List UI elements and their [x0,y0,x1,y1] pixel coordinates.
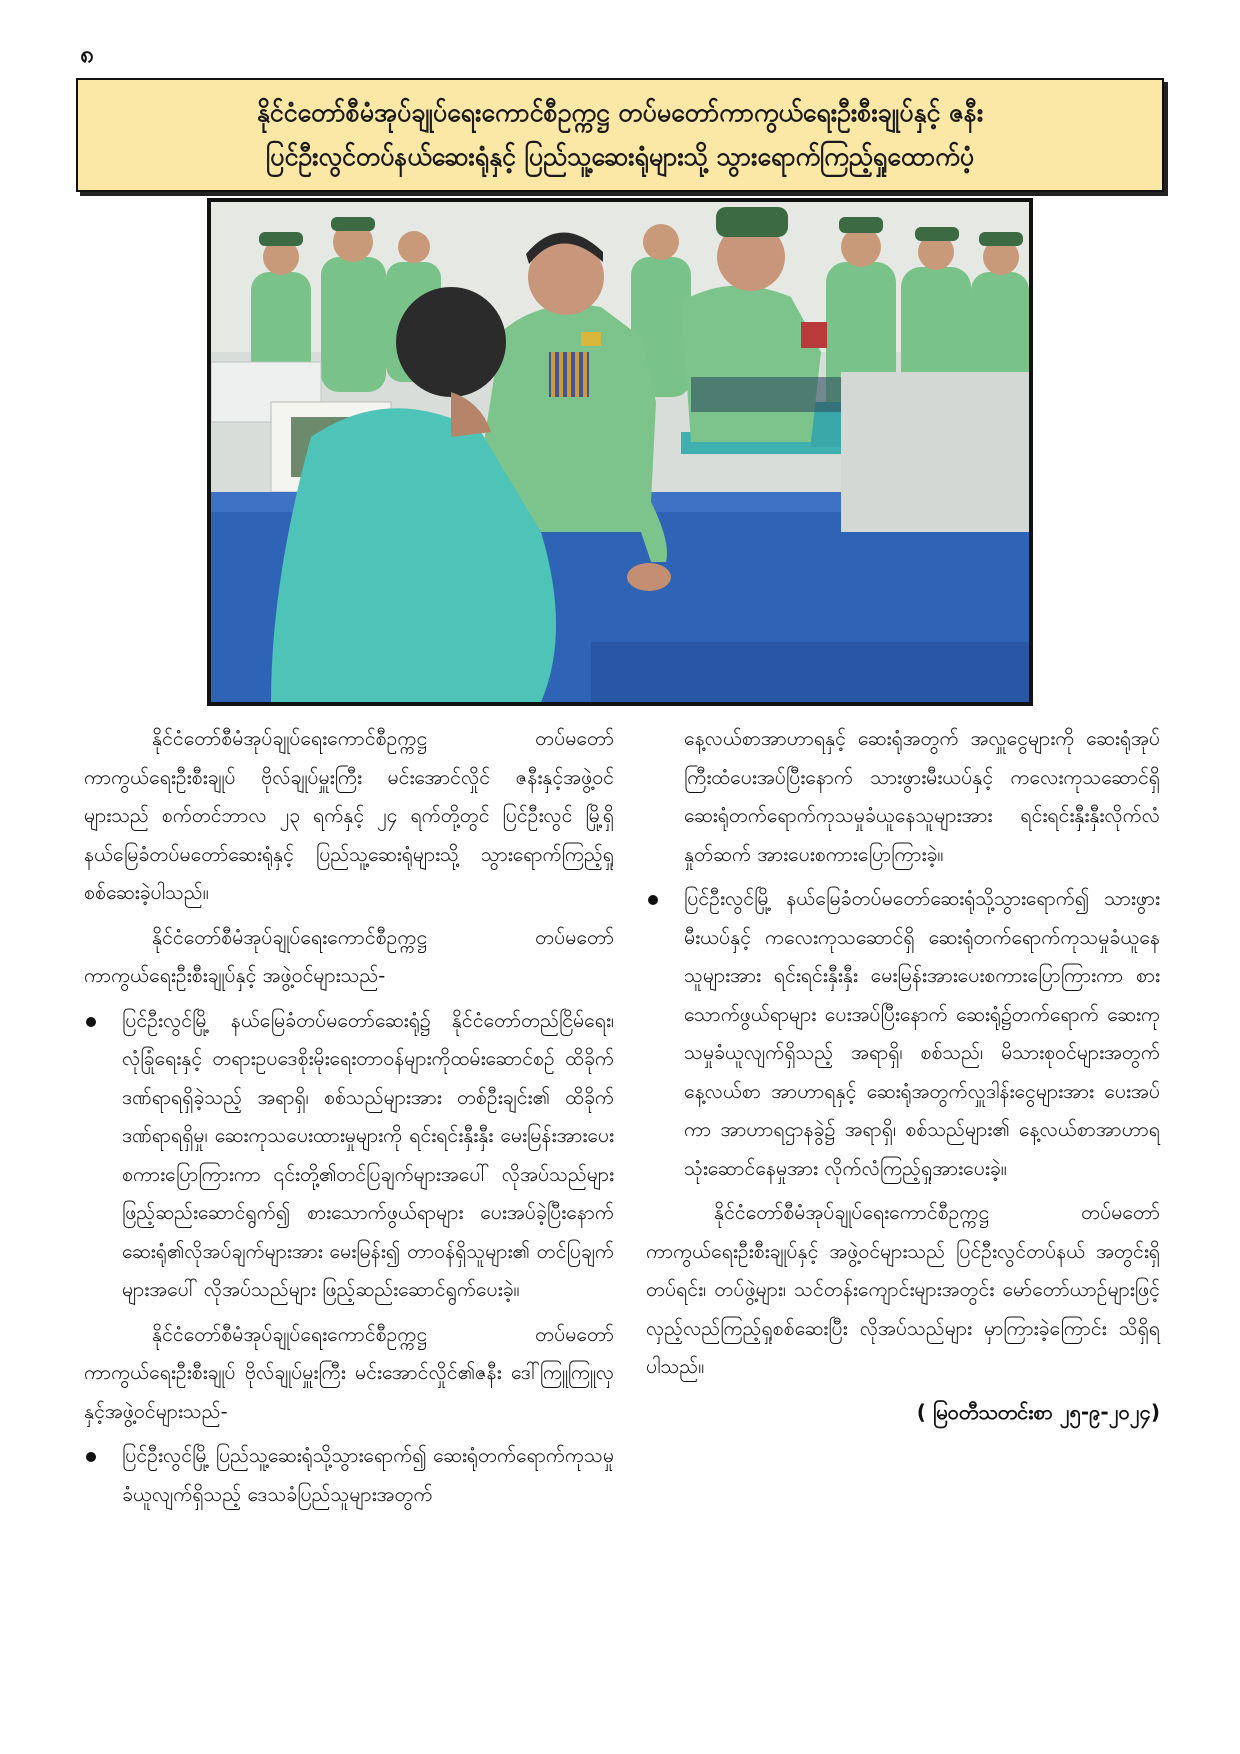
bullet-icon [86,1452,96,1462]
photo-officials-visiting-patient-icon [211,202,1029,702]
bullet-military-hospital [84,1002,614,1310]
bullet-icon [86,1017,96,1027]
headline-line-2: ပြင်ဦးလွင်တပ်နယ်ဆေးရုံနှင့် ပြည်သူ့ဆေးရုံများသို့ သွားရောက်ကြည့်ရှုထောက်ပံ့ [265,142,974,171]
headline-box [76,78,1164,192]
source-citation: ( မြဝတီသတင်းစာ ၂၅-၉-၂၀၂၄) [916,1399,1160,1424]
paragraph-intro: နိုင်ငံတော်စီမံအုပ်ချုပ်ရေးကောင်စီဥက္ကဋ္ဌ တပ်မတော်ကာကွယ်ရေးဦးစီးချုပ် ဗိုလ်ချုပ်မှူးကြီး မင်းအောင်လှိုင် ဇနီးနှင့်အဖွဲ့ဝင်များသည် စက်တင်ဘာလ ၂၃ ရက်နှင့် ၂၄ ရက်တို့တွင် ပြင်ဦးလွင် မြို့ရှိ နယ်မြေခံတပ်မတော်ဆေးရုံနှင့် ပြည်သူ့ဆေးရုံများသို့ သွားရောက်ကြည့်ရှုစစ်ဆေးခဲ့ပါသည်။ [84,727,614,904]
right-column [646,720,1160,1431]
bullet-icon [648,895,658,905]
paragraph-closing: နိုင်ငံတော်စီမံအုပ်ချုပ်ရေးကောင်စီဥက္ကဋ္ဌ တပ်မတော်ကာကွယ်ရေးဦးစီးချုပ်နှင့် အဖွဲ့ဝင်များသည် ပြင်ဦးလွင်တပ်နယ် အတွင်းရှိ တပ်ရင်း၊ တပ်ဖွဲ့များ၊ သင်တန်းကျောင်းများအတွင်း မော်တော်ယာဉ်များဖြင့် လှည့်လည်ကြည့်ရှုစစ်ဆေးပြီး လိုအပ်သည်များ မှာကြားခဲ့ကြောင်း သိရှိရပါသည်။ [646,1201,1160,1378]
bullet-maternity-ward [646,880,1160,1188]
paragraph-delegation: နိုင်ငံတော်စီမံအုပ်ချုပ်ရေးကောင်စီဥက္ကဋ္ဌ တပ်မတော်ကာကွယ်ရေးဦးစီးချုပ်နှင့် အဖွဲ့ဝင်များသည်- [84,925,614,987]
bullet-text: ပြင်ဦးလွင်မြို့ နယ်မြေခံတပ်မတော်ဆေးရုံသို့သွားရောက်၍ သားဖွားမီးယပ်နှင့် ကလေးကုသဆောင်ရှိ ဆေးရုံတက်ရောက်ကုသမှုခံယူနေသူများအား ရင်းရင်းနှီးနှီး မေးမြန်းအားပေးစကားပြောကြားကာ စားသောက်ဖွယ်ရာများ ပေးအပ်ပြီးနောက် ဆေးရုံ၌တက်ရောက် ဆေးကုသမှုခံယူလျက်ရှိသည့် အရာရှိ၊ စစ်သည်၊ မိသားစုဝင်များအတွက် နေ့လယ်စာ အာဟာရနှင့် ဆေးရုံအတွက်လှူဒါန်းငွေများအား ပေးအပ်ကာ အာဟာရဌာနခွဲ၌ အရာရှိ၊ စစ်သည်များ၏ နေ့လယ်စာအာဟာရသုံးဆောင်နေမှုအား လိုက်လံကြည့်ရှုအားပေးခဲ့။ [684,887,1160,1180]
left-column [84,720,614,1520]
headline-line-1: နိုင်ငံတော်စီမံအုပ်ချုပ်ရေးကောင်စီဥက္ကဋ္ဌ တပ်မတော်ကာကွယ်ရေးဦးစီးချုပ်နှင့် ဇနီး [256,98,984,127]
news-photo [207,198,1033,706]
bullet-public-hospital [84,1437,614,1514]
bullet-text: ပြင်ဦးလွင်မြို့ နယ်မြေခံတပ်မတော်ဆေးရုံ၌ နိုင်ငံတော်တည်ငြိမ်ရေး၊ လုံခြုံရေးနှင့် တရားဥပဒေစိုးမိုးရေးတာဝန်များကိုထမ်းဆောင်စဉ် ထိခိုက်ဒဏ်ရာရရှိခဲ့သည့် အရာရှိ၊ စစ်သည်များအား တစ်ဦးချင်း၏ ထိခိုက်ဒဏ်ရာရရှိမှု၊ ဆေးကုသပေးထားမှုများကို ရင်းရင်းနှီးနှီး မေးမြန်းအားပေးစကားပြောကြားကာ ၎င်းတို့၏တင်ပြချက်များအပေါ် လိုအပ်သည်များ ဖြည့်ဆည်းဆောင်ရွက်၍ စားသောက်ဖွယ်ရာများ ပေးအပ်ခဲ့ပြီးနောက် ဆေးရုံ၏လိုအပ်ချက်များအား မေးမြန်း၍ တာဝန်ရှိသူများ၏ တင်ပြချက်များအပေါ် လိုအပ်သည်များ ဖြည့်ဆည်းဆောင်ရွက်ပေးခဲ့။ [122,1008,614,1301]
paragraph-wife-delegation: နိုင်ငံတော်စီမံအုပ်ချုပ်ရေးကောင်စီဥက္ကဋ္ဌ တပ်မတော်ကာကွယ်ရေးဦးစီးချုပ် ဗိုလ်ချုပ်မှူးကြီး မင်းအောင်လှိုင်၏ဇနီး ဒေါ်ကြူကြူလှနှင့်အဖွဲ့ဝင်များသည်- [84,1322,614,1423]
bullet-continuation: နေ့လယ်စာအာဟာရနှင့် ဆေးရုံအတွက် အလှူငွေများကို ဆေးရုံအုပ်ကြီးထံပေးအပ်ပြီးနောက် သားဖွားမီးယပ်နှင့် ကလေးကုသဆောင်ရှိ ဆေးရုံတက်ရောက်ကုသမှုခံယူနေသူများအား ရင်းရင်းနှီးနှီးလိုက်လံနှုတ်ဆက် အားပေးစကားပြောကြားခဲ့။ [684,727,1160,866]
bullet-text: ပြင်ဦးလွင်မြို့ ပြည်သူ့ဆေးရုံသို့သွားရောက်၍ ဆေးရုံတက်ရောက်ကုသမှုခံယူလျက်ရှိသည့် ဒေသခံပြည်သူများအတွက် [122,1444,614,1506]
page-number: ၈ [80,40,94,68]
